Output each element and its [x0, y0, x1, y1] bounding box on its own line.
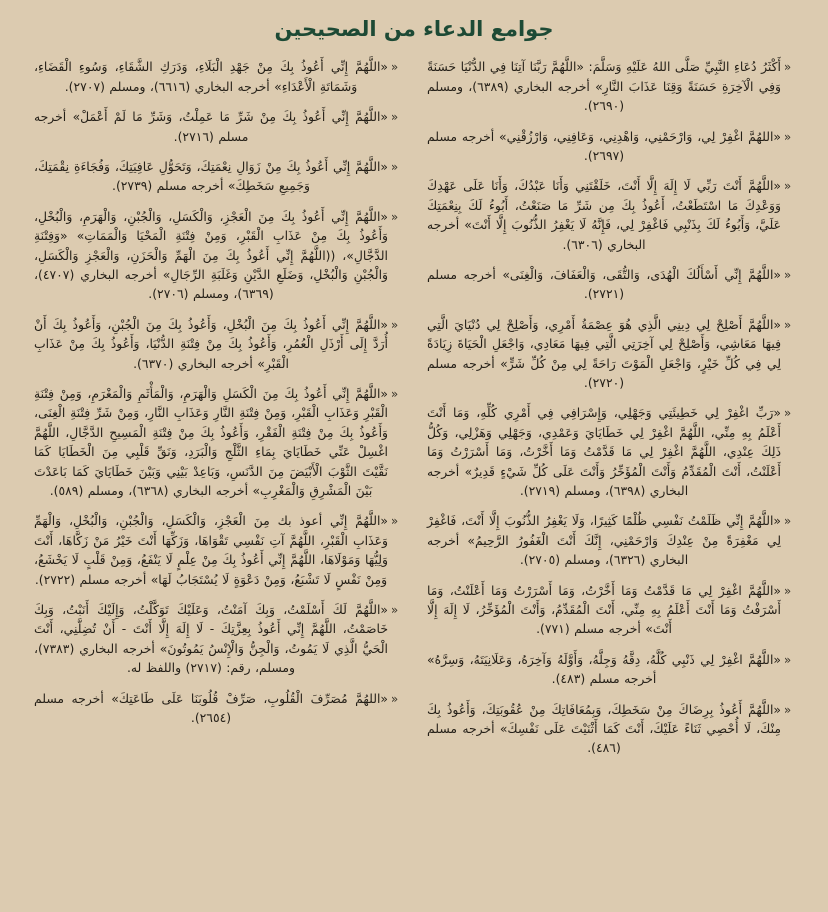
- bullet-marker: «: [390, 60, 399, 75]
- hadith-text: «اللَّهُمَّ أَعُوذُ بِرِضَاكَ مِنْ سَخَطِكَ، وَبِمُعَافَاتِكَ مِنْ عُقُوبَتِكَ، وَأَعُوذُ بِكَ مِنْكَ، لَا أُحْصِي ثَنَاءً عَلَيْكَ، أَنْتَ كَمَا أَثْنَيْتَ عَلَى نَفْسِكَ» أخرجه مسلم (٤٨٦).: [427, 701, 781, 756]
- hadith-text: «اللَّهُمَّ إِنِّي أَعُوذُ بِكَ مِنَ الْبُخْلِ، وَأَعُوذُ بِكَ مِنَ الْجُبْنِ، وَأَعُوذُ بِكَ أَنْ أُرَدَّ إِلَى أَرْذَلِ الْعُمُرِ، وَأَعُوذُ بِكَ مِنْ فِتْنَةِ الدُّنْيَا، وَأَعُوذُ بِكَ مِنْ عَذَابِ الْقَبْرِ» أخرجه البخاري (٦٣٧٠).: [34, 316, 388, 371]
- hadith-text: «اللَّهُمَّ إِنِّي أَعُوذُ بِكَ مِنْ زَوَالِ نِعْمَتِكَ، وَتَحَوُّلِ عَافِيَتِكَ، وَفُجَاءَةِ نِقْمَتِكَ، وَجَمِيعِ سَخَطِكَ» أخرجه مسلم (٢٧٣٩).: [34, 158, 388, 194]
- bullet-marker: «: [783, 652, 792, 667]
- hadith-text: «اللَّهُمَّ أَصْلِحْ لِي دِينِي الَّذِي هُوَ عِصْمَةُ أَمْرِي، وَأَصْلِحْ لِي دُنْيَايَ الَّتِي فِيهَا مَعَاشِي، وَأَصْلِحْ لِي آخِرَتِي الَّتِي فِيهَا مَعَادِي، وَاجْعَلِ الْحَيَاةَ زِيَادَةً لِي فِي كُلِّ خَيْرٍ، وَاجْعَلِ الْمَوْتَ رَاحَةً لِي مِنْ كُلِّ شَرٍّ» أخرجه مسلم (٢٧٢٠).: [427, 316, 781, 390]
- bullet-marker: «: [783, 267, 792, 282]
- bullet-marker: «: [390, 386, 399, 401]
- bullet-marker: «: [390, 603, 399, 618]
- column-right: [427, 57, 794, 769]
- bullet-marker: «: [390, 514, 399, 529]
- hadith-text: أَكْثَرُ دُعَاءِ النَّبِيِّ صَلَّى اللهُ عَلَيْهِ وَسَلَّمَ: «اللَّهُمَّ رَبَّنَا آتِنَا فِي الدُّنْيَا حَسَنَةً وَفِي الْآخِرَةِ حَسَنَةً وَقِنَا عَذَابَ النَّارِ» أخرجه البخاري (٦٣٨٩)، ومسلم (٢٦٩٠).: [427, 59, 782, 114]
- hadith-entry: [34, 157, 401, 196]
- hadith-text: «اللَّهُمَّ لَكَ أَسْلَمْتُ، وَبِكَ آمَنْتُ، وَعَلَيْكَ تَوَكَّلْتُ، وَإِلَيْكَ أَنَبْتُ، وَبِكَ خَاصَمْتُ، اللَّهُمَّ إِنِّي أَعُوذُ بِعِزَّتِكَ - لَا إِلَهَ إِلَّا أَنْتَ - أَنْ تُضِلَّنِي، أَنْتَ الْحَيُّ الَّذِي لَا يَمُوتُ، وَالْجِنُّ وَالْإِنْسُ يَمُوتُونَ» أخرجه البخاري (٧٣٨٣)، ومسلم، رقم: (٢٧١٧) واللفظ له.: [34, 602, 388, 676]
- hadith-text: «اللَّهُمَّ إِنِّي أَعُوذُ بِكَ مِنْ جَهْدِ الْبَلَاءِ، وَدَرَكِ الشَّقَاءِ، وَسُوءِ الْقَضَاءِ، وَشَمَاتَةِ الْأَعْدَاءِ» أخرجه البخاري (٦٦١٦)، ومسلم (٢٧٠٧).: [34, 59, 388, 94]
- hadith-text: «اللَّهُمَّ أَنْتَ رَبِّي لَا إِلَهَ إِلَّا أَنْتَ، خَلَقْتَنِي وَأَنَا عَبْدُكَ، وَأَنَا عَلَى عَهْدِكَ وَوَعْدِكَ مَا اسْتَطَعْتُ، أَعُوذُ بِكَ مِن شَرِّ مَا صَنَعْتُ، أَبُوءُ لَكَ بِنِعْمَتِكَ عَلَيَّ، وَأَبُوءُ لَكَ بِذَنْبِي فَاغْفِرْ لِي، فَإِنَّهُ لَا يَغْفِرُ الذُّنُوبَ إِلَّا أَنْتَ» أخرجه البخاري (٦٣٠٦).: [427, 178, 781, 252]
- bullet-marker: «: [783, 514, 792, 529]
- hadith-text: «رَبِّ اغْفِرْ لِي خَطِيئَتِي وَجَهْلِي، وَإِسْرَافِي فِي أَمْرِي كُلِّهِ، وَمَا أَنْتَ أَعْلَمُ بِهِ مِنِّي، اللَّهُمَّ اغْفِرْ لِي خَطَايَايَ وَعَمْدِي، وَجَهْلِي وَهَزْلِي، وَكُلُّ ذَلِكَ عِنْدِي، اللَّهُمَّ اغْفِرْ لِي مَا قَدَّمْتُ وَمَا أَخَّرْتُ، وَمَا أَسْرَرْتُ وَمَا أَعْلَنْتُ، أَنْتَ الْمُقَدِّمُ وَأَنْتَ الْمُؤَخِّرُ وَأَنْتَ عَلَى كُلِّ شَيْءٍ قَدِيرٌ» أخرجه البخاري (٦٣٩٨)، ومسلم (٢٧١٩).: [427, 405, 781, 499]
- hadith-text: «اللَّهُمَّ إِنِّي أَعُوذُ بِكَ مِنْ شَرِّ مَا عَمِلْتُ، وَشَرِّ مَا لَمْ أَعْمَلْ» أخرجه مسلم (٢٧١٦).: [34, 109, 388, 144]
- bullet-marker: «: [783, 406, 792, 421]
- hadith-entry: [34, 107, 401, 146]
- hadith-entry: [427, 265, 794, 304]
- hadith-entry: [427, 57, 794, 115]
- hadith-entry: [427, 700, 794, 758]
- bullet-marker: «: [783, 179, 792, 194]
- hadith-entry: [34, 600, 401, 678]
- bullet-marker: «: [390, 317, 399, 332]
- hadith-entry: [427, 403, 794, 500]
- hadith-text: «اللَّهُمَّ اغْفِرْ لِي مَا قَدَّمْتُ وَمَا أَخَّرْتُ، وَمَا أَسْرَرْتُ وَمَا أَعْلَنْتُ، وَمَا أَسْرَفْتُ وَمَا أَنْتَ أَعْلَمُ بِهِ مِنِّي، أَنْتَ الْمُقَدِّمُ، وَأَنْتَ الْمُؤَخِّرُ، لَا إِلَهَ إِلَّا أَنْتَ» أخرجه مسلم (٧٧١).: [427, 582, 781, 637]
- hadith-text: «اللَّهُمَّ إِنِّي أعوذ بك مِنَ الْعَجْزِ، وَالْكَسَلِ، وَالْجُبْنِ، وَالْبُخْلِ، وَالْهَمِّ وَعَذَابِ الْقَبْرِ، اللَّهُمَّ آتِ نَفْسِي تَقْوَاهَا، وَزَكِّهَا أَنْتَ خَيْرُ مَنْ زَكَّاهَا، أَنْتَ وَلِيُّهَا وَمَوْلَاهَا، اللَّهُمَّ إِنِّي أَعُوذُ بِكَ مِنْ عِلْمٍ لَا يَنْفَعُ، وَمِنْ قَلْبٍ لَا يَخْشَعُ، وَمِنْ نَفْسٍ لَا تَشْبَعُ، وَمِنْ دَعْوَةٍ لَا يُسْتَجَابُ لَهَا» أخرجه مسلم (٢٧٢٢).: [34, 513, 388, 587]
- hadith-entry: [427, 511, 794, 569]
- hadith-entry: [427, 315, 794, 393]
- bullet-marker: «: [783, 702, 792, 717]
- bullet-marker: «: [783, 317, 792, 332]
- hadith-entry: [427, 176, 794, 254]
- bullet-marker: «: [390, 209, 399, 224]
- two-column-layout: [34, 57, 794, 909]
- bullet-marker: «: [783, 583, 792, 598]
- hadith-text: «اللَّهُمَّ إِنِّي ظَلَمْتُ نَفْسِي ظُلْمًا كَثِيرًا، وَلَا يَغْفِرُ الذُّنُوبَ إِلَّا أَنْتَ، فَاغْفِرْ لِي مَغْفِرَةً مِنْ عِنْدِكَ وَارْحَمْنِي، إِنَّكَ أَنْتَ الْغَفُورُ الرَّحِيمُ» أخرجه البخاري (٦٣٢٦)، ومسلم (٢٧٠٥).: [427, 513, 781, 568]
- hadith-entry: [34, 384, 401, 500]
- hadith-entry: [427, 650, 794, 689]
- hadith-text: «اللهُمَّ اغْفِرْ لِي، وَارْحَمْنِي، وَاهْدِنِي، وَعَافِنِي، وَارْزُقْنِي» أخرجه مسلم (٢٦٩٧).: [427, 128, 781, 163]
- hadith-entry: [34, 315, 401, 373]
- page-title: جوامع الدعاء من الصحيحين: [274, 17, 554, 41]
- column-left: [34, 57, 401, 738]
- bullet-marker: «: [783, 60, 792, 75]
- hadith-text: «اللَّهُمَّ اغْفِرْ لِي ذَنْبِي كُلَّهُ، دِقَّهُ وَجِلَّهُ، وَأَوَّلَهُ وَآخِرَهُ، وَعَلَانِيَتَهُ، وَسِرَّهُ» أخرجه مسلم (٤٨٣).: [427, 651, 781, 687]
- hadith-text: «اللَّهُمَّ إِنِّي أَعُوذُ بِكَ مِنَ الْكَسَلِ وَالْهَرَمِ، وَالْمَأْثَمِ وَالْمَغْرَمِ، وَمِنْ فِتْنَةِ الْقَبْرِ وَعَذَابِ الْقَبْرِ، وَمِنْ فِتْنَةِ النَّارِ وَعَذَابِ النَّارِ، وَمِنْ شَرِّ فِتْنَةِ الْغِنَى، وَأَعُوذُ بِكَ مِنْ فِتْنَةِ الْفَقْرِ، وَأَعُوذُ بِكَ مِنْ فِتْنَةِ الْمَسِيحِ الدَّجَّالِ، اللَّهُمَّ اغْسِلْ عَنِّي خَطَايَايَ بِمَاءِ الثَّلْجِ وَالْبَرَدِ، وَنَقِّ قَلْبِي مِنَ الْخَطَايَا كَمَا نَقَّيْتَ الثَّوْبَ الْأَبْيَضَ مِنَ الدَّنَسِ، وَبَاعِدْ بَيْنِي وَبَيْنَ خَطَايَايَ كَمَا بَاعَدْتَ بَيْنَ الْمَشْرِقِ وَالْمَغْرِبِ» أخرجه البخاري (٦٣٦٨)، ومسلم (٥٨٩).: [34, 385, 388, 499]
- hadith-text: «اللَّهُمَّ إِنِّي أَسْأَلُكَ الْهُدَى، وَالتُّقَى، وَالْعَفَافَ، وَالْغِنَى» أخرجه مسلم (٢٧٢١).: [427, 266, 781, 302]
- hadith-text: «اللَّهُمَّ إِنِّي أَعُوذُ بِكَ مِنَ الْعَجْزِ، وَالْكَسَلِ، وَالْجُبْنِ، وَالْهَرَمِ، وَالْبُخْلِ، وَأَعُوذُ بِكَ مِنْ عَذَابِ الْقَبْرِ، وَمِنْ فِتْنَةِ الْمَحْيَا وَالْمَمَاتِ» «وَفِتْنَةِ الدَّجَّالِ»، ((اللَّهُمَّ إِنِّي أَعُوذُ بِكَ مِنَ الْهَمِّ وَالْحَزَنِ، وَالْعَجْزِ وَالْكَسَلِ، وَالْجُبْنِ وَالْبُخْلِ، وَضَلَعِ الدَّيْنِ وَغَلَبَةِ الرِّجَالِ» أخرجه البخاري (٤٧٠٧)، (٦٣٦٩)، ومسلم (٢٧٠٦).: [34, 208, 388, 302]
- hadith-entry: [34, 689, 401, 728]
- hadith-text: «اللهُمَّ مُصَرِّفَ الْقُلُوبِ، صَرِّفْ قُلُوبَنَا عَلَى طَاعَتِكَ» أخرجه مسلم (٢٦٥٤).: [34, 690, 388, 726]
- hadith-entry: [427, 581, 794, 639]
- bullet-marker: «: [390, 159, 399, 174]
- hadith-entry: [34, 511, 401, 589]
- bullet-marker: «: [390, 110, 399, 125]
- hadith-entry: [34, 57, 401, 96]
- hadith-entry: [34, 207, 401, 304]
- bullet-marker: «: [390, 691, 399, 706]
- hadith-entry: [427, 127, 794, 166]
- bullet-marker: «: [783, 129, 792, 144]
